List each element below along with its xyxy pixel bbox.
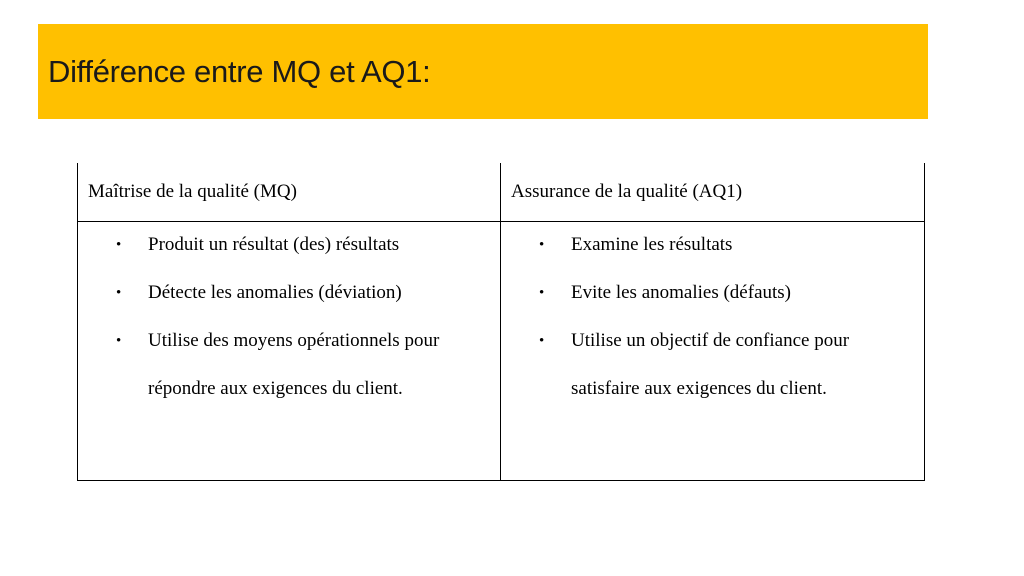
bullet-icon: •: [539, 237, 545, 253]
bullet-icon: •: [539, 333, 545, 349]
table-header-row: [78, 163, 925, 222]
list-item: [501, 328, 924, 402]
bullet-icon: •: [116, 285, 122, 301]
list-item-text: Détecte les anomalies (déviation): [148, 282, 402, 303]
comparison-table-container: [77, 163, 924, 483]
header-mq: Maîtrise de la qualité (MQ): [78, 163, 501, 222]
slide-title: Différence entre MQ et AQ1:: [48, 54, 431, 89]
cell-mq: [78, 222, 501, 481]
aq1-list: [501, 232, 924, 402]
list-item-text: Produit un résultat (des) résultats: [148, 234, 400, 255]
bullet-icon: •: [116, 237, 122, 253]
list-item: [501, 280, 924, 306]
list-item: [501, 232, 924, 258]
list-item-continuation: répondre aux exigences du client.: [148, 378, 403, 399]
header-aq1: Assurance de la qualité (AQ1): [501, 163, 925, 222]
list-item: [78, 280, 500, 306]
list-item-text: Utilise un objectif de confiance pour: [571, 330, 850, 351]
title-bar: [38, 24, 928, 119]
list-item-text: Evite les anomalies (défauts): [571, 282, 792, 303]
mq-list: [78, 232, 500, 402]
comparison-table: [77, 163, 925, 481]
bullet-icon: •: [116, 333, 122, 349]
list-item-continuation: satisfaire aux exigences du client.: [571, 378, 827, 399]
list-item: [78, 328, 500, 402]
table-row: [78, 222, 925, 481]
bullet-icon: •: [539, 285, 545, 301]
cell-aq1: [501, 222, 925, 481]
list-item-text: Utilise des moyens opérationnels pour: [148, 330, 440, 351]
list-item-text: Examine les résultats: [571, 234, 733, 255]
list-item: [78, 232, 500, 258]
